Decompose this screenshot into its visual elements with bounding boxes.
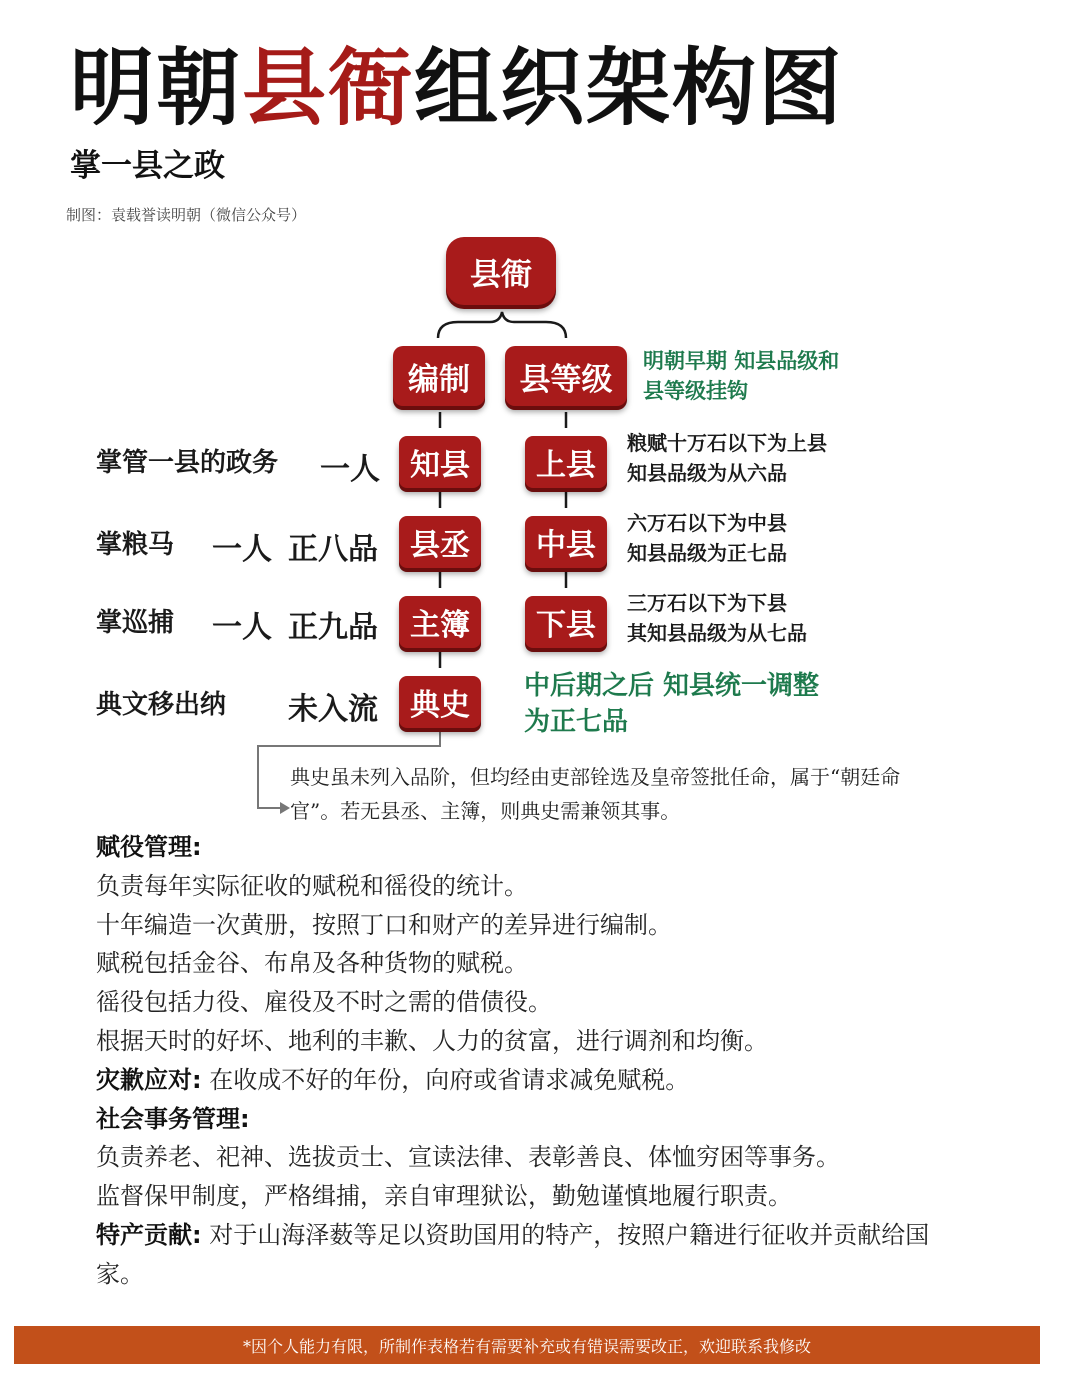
techan-heading: 特产贡献: <box>96 1220 202 1249</box>
count-xiancheng: 一人 <box>212 532 272 567</box>
level-note-shangxian-line1: 粮赋十万石以下为上县 <box>627 431 827 455</box>
fuyi-heading: 赋役管理: <box>96 833 202 861</box>
rank-zhubu: 正九品 <box>288 610 378 645</box>
official-box-xiancheng: 县丞 <box>399 516 481 568</box>
duty-label-xiancheng: 掌粮马 <box>96 530 175 560</box>
official-box-zhubu: 主簿 <box>399 596 481 648</box>
techan-text: 对于山海泽薮等足以资助国用的特产，按照户籍进行征收并贡献给国家。 <box>96 1220 930 1288</box>
early-ming-note: 明朝早期 知县品级和县等级挂钩 <box>643 349 840 403</box>
level-note-zhongxian <box>627 508 787 568</box>
footer-banner <box>14 1326 1040 1364</box>
level-note-shangxian-line2: 知县品级为从六品 <box>627 461 787 485</box>
level-box-zhongxian: 中县 <box>525 516 607 568</box>
fuyi-line-4: 徭役包括力役、雇役及不时之需的借债役。 <box>96 988 552 1017</box>
zaiqian-paragraph <box>96 1061 976 1100</box>
level-note-xiaxian-line2: 其知县品级为从七品 <box>627 621 807 645</box>
level-note-shangxian <box>627 428 827 488</box>
title-part-3: 组织架构图 <box>414 39 845 137</box>
level-note-zhongxian-line1: 六万石以下为中县 <box>627 511 787 535</box>
techan-paragraph <box>96 1216 976 1294</box>
count-zhubu: 一人 <box>212 610 272 645</box>
later-period-note: 中后期之后 知县统一调整为正七品 <box>524 671 820 737</box>
page-subtitle: 掌一县之政 <box>70 148 225 184</box>
branch-box-bianzhi: 编制 <box>393 346 485 406</box>
body-section <box>96 828 976 1294</box>
title-part-1: 明朝 <box>70 39 243 137</box>
root-box: 县衙 <box>446 237 556 305</box>
level-box-shangxian: 上县 <box>525 436 607 488</box>
footer-text: *因个人能力有限，所制作表格若有需要补充或有错误需要改正，欢迎联系我修改 <box>242 1336 811 1356</box>
level-box-xiaxian: 下县 <box>525 596 607 648</box>
level-note-xiaxian <box>627 588 807 648</box>
brace-connector <box>438 312 566 338</box>
duty-label-zhubu: 掌巡捕 <box>96 608 175 638</box>
rank-dianshi: 未入流 <box>288 692 378 727</box>
credit-line: 制图：袁载誉读明朝（微信公众号） <box>66 206 307 224</box>
zaiqian-text: 在收成不好的年份，向府或省请求减免赋税。 <box>209 1065 690 1094</box>
branch-box-dengji: 县等级 <box>505 346 627 406</box>
fuyi-line-5: 根据天时的好坏、地利的丰歉、人力的贫富，进行调剂和均衡。 <box>96 1026 768 1055</box>
shehui-line-2: 监督保甲制度，严格缉捕，亲自审理狱讼，勤勉谨慎地履行职责。 <box>96 1182 792 1211</box>
fuyi-line-2: 十年编造一次黄册，按照丁口和财产的差异进行编制。 <box>96 910 672 939</box>
shehui-heading: 社会事务管理: <box>96 1104 250 1133</box>
official-box-zhixian: 知县 <box>399 436 481 488</box>
official-box-dianshi: 典史 <box>399 676 481 728</box>
rank-xiancheng: 正八品 <box>288 532 378 567</box>
fuyi-line-1: 负责每年实际征收的赋税和徭役的统计。 <box>96 871 528 900</box>
duty-label-zhixian: 掌管一县的政务 <box>96 448 279 478</box>
level-note-zhongxian-line2: 知县品级为正七品 <box>627 541 787 565</box>
fuyi-line-3: 赋税包括金谷、布帛及各种货物的赋税。 <box>96 949 528 978</box>
level-note-xiaxian-line1: 三万石以下为下县 <box>627 591 787 615</box>
title-part-2: 县衙 <box>242 39 415 137</box>
zaiqian-heading: 灾歉应对: <box>96 1065 202 1094</box>
dianshi-note: 典史虽未列入品阶，但均经由吏部铨选及皇帝签批任命，属于“朝廷命官”。若无县丞、主簿，则典史需兼领其事。 <box>290 765 901 823</box>
duty-label-dianshi: 典文移出纳 <box>96 690 227 720</box>
count-zhixian: 一人 <box>320 452 380 487</box>
shehui-line-1: 负责养老、祀神、选拔贡士、宣读法律、表彰善良、体恤穷困等事务。 <box>96 1143 840 1172</box>
arrow-head <box>280 802 290 814</box>
